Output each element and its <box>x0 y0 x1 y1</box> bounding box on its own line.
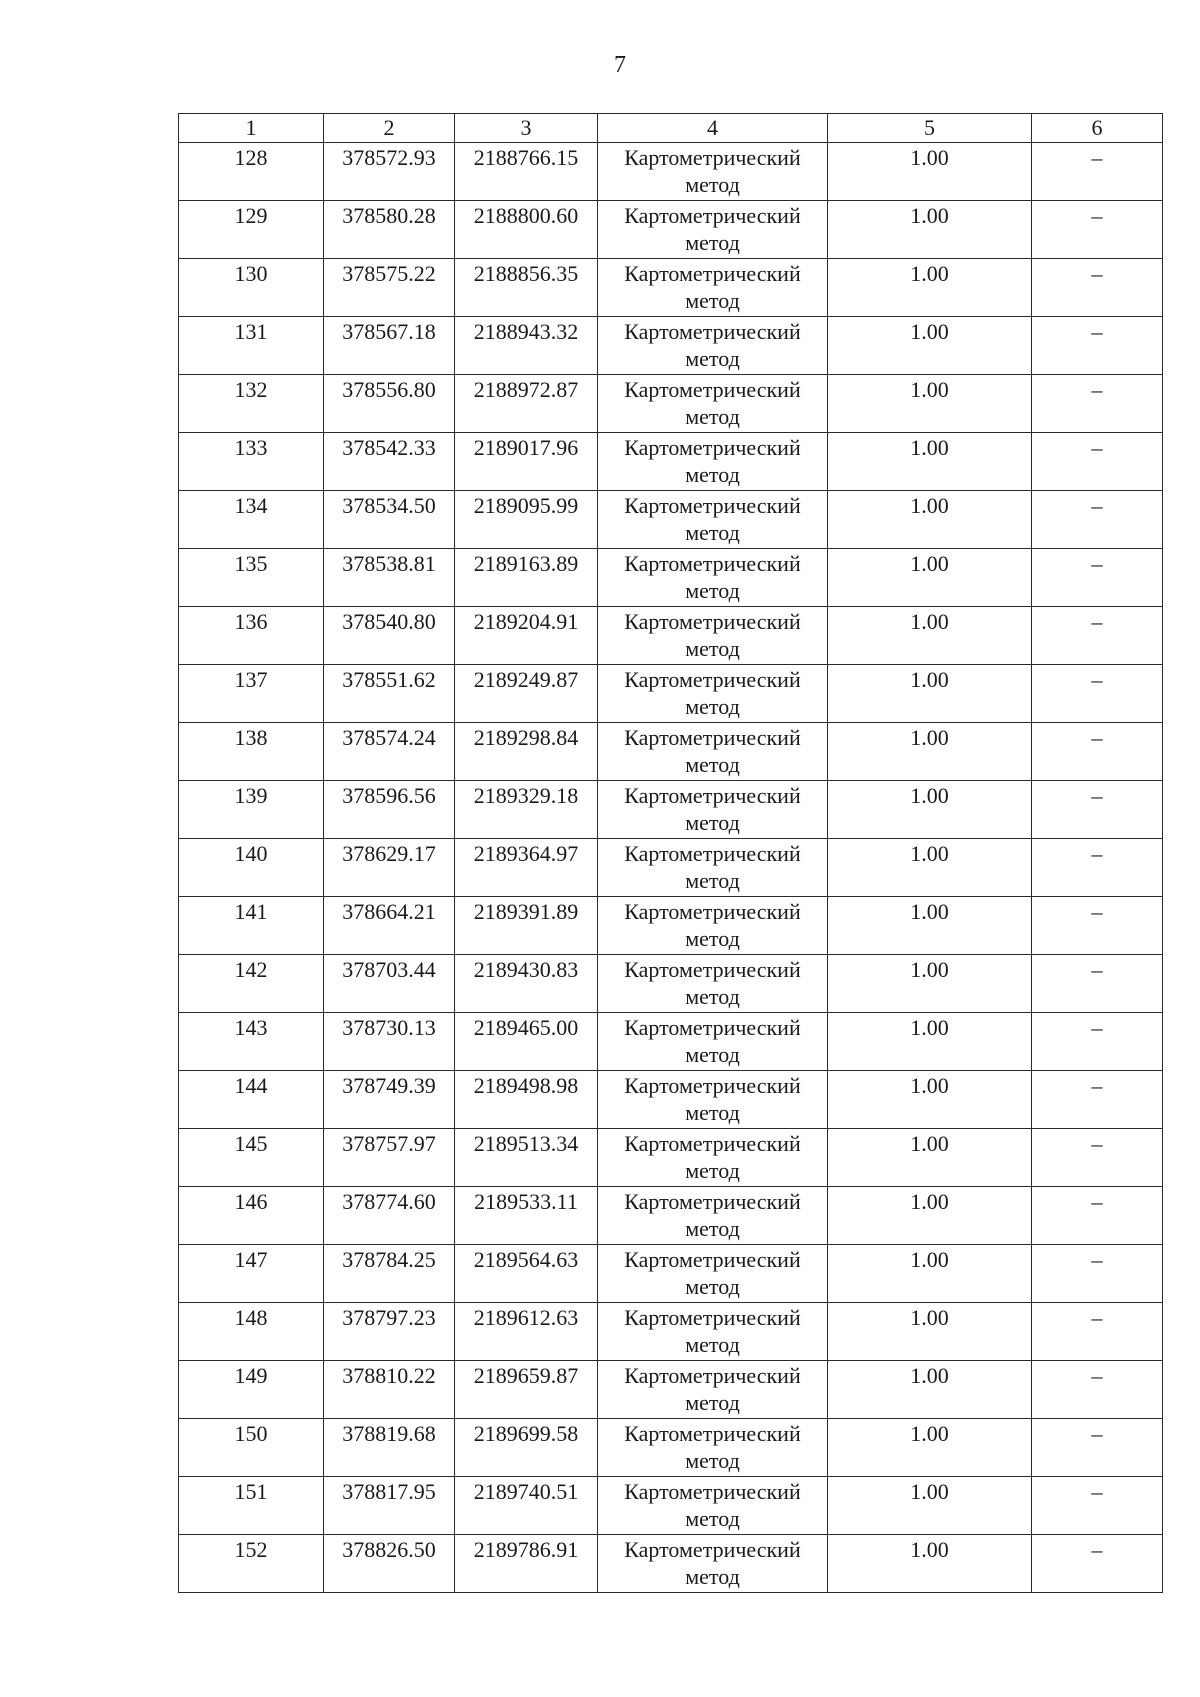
point-number-cell: 134 <box>179 491 324 549</box>
method-cell <box>598 317 828 375</box>
coordinate-y-cell: 2188943.32 <box>455 317 598 375</box>
accuracy-cell: 1.00 <box>828 375 1032 433</box>
table-row <box>179 1129 1163 1187</box>
coordinate-x-cell: 378580.28 <box>324 201 455 259</box>
method-line-2: метод <box>685 810 740 835</box>
accuracy-cell: 1.00 <box>828 1013 1032 1071</box>
accuracy-cell: 1.00 <box>828 1535 1032 1593</box>
coordinate-y-cell: 2189095.99 <box>455 491 598 549</box>
table-row <box>179 781 1163 839</box>
coordinate-x-cell: 378664.21 <box>324 897 455 955</box>
method-cell <box>598 723 828 781</box>
method-cell <box>598 491 828 549</box>
header-col-4: 4 <box>598 114 828 143</box>
point-number-cell: 139 <box>179 781 324 839</box>
table-row <box>179 1477 1163 1535</box>
method-line-1: Картометрический <box>624 667 801 692</box>
coordinate-x-cell: 378629.17 <box>324 839 455 897</box>
method-cell <box>598 955 828 1013</box>
note-cell: – <box>1032 1535 1163 1593</box>
point-number-cell: 132 <box>179 375 324 433</box>
method-line-2: метод <box>685 926 740 951</box>
point-number-cell: 143 <box>179 1013 324 1071</box>
coordinate-x-cell: 378797.23 <box>324 1303 455 1361</box>
accuracy-cell: 1.00 <box>828 1477 1032 1535</box>
coordinate-x-cell: 378749.39 <box>324 1071 455 1129</box>
table-row <box>179 259 1163 317</box>
point-number-cell: 149 <box>179 1361 324 1419</box>
header-col-6: 6 <box>1032 114 1163 143</box>
method-line-2: метод <box>685 1042 740 1067</box>
method-line-1: Картометрический <box>624 1537 801 1562</box>
accuracy-cell: 1.00 <box>828 781 1032 839</box>
point-number-cell: 142 <box>179 955 324 1013</box>
note-cell: – <box>1032 839 1163 897</box>
method-line-1: Картометрический <box>624 1363 801 1388</box>
table-row <box>179 317 1163 375</box>
point-number-cell: 128 <box>179 143 324 201</box>
table-body <box>179 143 1163 1593</box>
method-line-1: Картометрический <box>624 1421 801 1446</box>
note-cell: – <box>1032 723 1163 781</box>
note-cell: – <box>1032 1013 1163 1071</box>
coordinate-x-cell: 378774.60 <box>324 1187 455 1245</box>
method-cell <box>598 897 828 955</box>
method-line-1: Картометрический <box>624 725 801 750</box>
point-number-cell: 137 <box>179 665 324 723</box>
accuracy-cell: 1.00 <box>828 491 1032 549</box>
method-line-2: метод <box>685 1158 740 1183</box>
note-cell: – <box>1032 665 1163 723</box>
coordinate-y-cell: 2189391.89 <box>455 897 598 955</box>
coordinate-x-cell: 378556.80 <box>324 375 455 433</box>
method-line-2: метод <box>685 752 740 777</box>
method-line-1: Картометрический <box>624 551 801 576</box>
point-number-cell: 130 <box>179 259 324 317</box>
coordinate-x-cell: 378817.95 <box>324 1477 455 1535</box>
method-cell <box>598 607 828 665</box>
accuracy-cell: 1.00 <box>828 143 1032 201</box>
coordinate-y-cell: 2189204.91 <box>455 607 598 665</box>
accuracy-cell: 1.00 <box>828 1129 1032 1187</box>
note-cell: – <box>1032 549 1163 607</box>
accuracy-cell: 1.00 <box>828 897 1032 955</box>
point-number-cell: 147 <box>179 1245 324 1303</box>
coordinate-x-cell: 378757.97 <box>324 1129 455 1187</box>
method-line-1: Картометрический <box>624 493 801 518</box>
coordinate-y-cell: 2189498.98 <box>455 1071 598 1129</box>
point-number-cell: 131 <box>179 317 324 375</box>
method-line-1: Картометрический <box>624 609 801 634</box>
method-cell <box>598 549 828 607</box>
method-cell <box>598 665 828 723</box>
method-cell <box>598 201 828 259</box>
table-row <box>179 1419 1163 1477</box>
method-line-1: Картометрический <box>624 1073 801 1098</box>
coordinate-x-cell: 378542.33 <box>324 433 455 491</box>
point-number-cell: 136 <box>179 607 324 665</box>
coordinate-y-cell: 2189659.87 <box>455 1361 598 1419</box>
method-cell <box>598 839 828 897</box>
accuracy-cell: 1.00 <box>828 1419 1032 1477</box>
accuracy-cell: 1.00 <box>828 1187 1032 1245</box>
coordinate-y-cell: 2189430.83 <box>455 955 598 1013</box>
method-cell <box>598 1129 828 1187</box>
note-cell: – <box>1032 1303 1163 1361</box>
coordinate-x-cell: 378567.18 <box>324 317 455 375</box>
method-line-1: Картометрический <box>624 783 801 808</box>
method-line-2: метод <box>685 520 740 545</box>
point-number-cell: 129 <box>179 201 324 259</box>
method-line-1: Картометрический <box>624 145 801 170</box>
note-cell: – <box>1032 955 1163 1013</box>
method-cell <box>598 781 828 839</box>
method-line-1: Картометрический <box>624 1015 801 1040</box>
coordinate-y-cell: 2188766.15 <box>455 143 598 201</box>
table-row <box>179 955 1163 1013</box>
note-cell: – <box>1032 1071 1163 1129</box>
method-cell <box>598 1245 828 1303</box>
coordinate-y-cell: 2189699.58 <box>455 1419 598 1477</box>
coordinate-y-cell: 2188800.60 <box>455 201 598 259</box>
method-line-2: метод <box>685 1332 740 1357</box>
method-line-1: Картометрический <box>624 1479 801 1504</box>
method-line-1: Картометрический <box>624 841 801 866</box>
method-line-2: метод <box>685 1448 740 1473</box>
header-col-5: 5 <box>828 114 1032 143</box>
note-cell: – <box>1032 143 1163 201</box>
note-cell: – <box>1032 1477 1163 1535</box>
header-row <box>179 114 1163 143</box>
method-cell <box>598 375 828 433</box>
point-number-cell: 138 <box>179 723 324 781</box>
coordinates-table <box>178 113 1163 1593</box>
accuracy-cell: 1.00 <box>828 549 1032 607</box>
point-number-cell: 148 <box>179 1303 324 1361</box>
point-number-cell: 144 <box>179 1071 324 1129</box>
method-line-2: метод <box>685 984 740 1009</box>
coordinate-y-cell: 2189249.87 <box>455 665 598 723</box>
coordinate-y-cell: 2188972.87 <box>455 375 598 433</box>
table-row <box>179 1303 1163 1361</box>
method-line-1: Картометрический <box>624 899 801 924</box>
method-cell <box>598 1071 828 1129</box>
table-row <box>179 1071 1163 1129</box>
method-line-2: метод <box>685 1390 740 1415</box>
method-line-2: метод <box>685 230 740 255</box>
coordinate-y-cell: 2189564.63 <box>455 1245 598 1303</box>
point-number-cell: 141 <box>179 897 324 955</box>
accuracy-cell: 1.00 <box>828 259 1032 317</box>
method-cell <box>598 1187 828 1245</box>
accuracy-cell: 1.00 <box>828 1071 1032 1129</box>
coordinate-x-cell: 378534.50 <box>324 491 455 549</box>
method-cell <box>598 1535 828 1593</box>
method-line-1: Картометрический <box>624 319 801 344</box>
table-row <box>179 665 1163 723</box>
method-line-2: метод <box>685 346 740 371</box>
coordinate-y-cell: 2189364.97 <box>455 839 598 897</box>
coordinate-x-cell: 378819.68 <box>324 1419 455 1477</box>
note-cell: – <box>1032 897 1163 955</box>
coordinate-y-cell: 2189163.89 <box>455 549 598 607</box>
point-number-cell: 145 <box>179 1129 324 1187</box>
coordinate-y-cell: 2189329.18 <box>455 781 598 839</box>
point-number-cell: 151 <box>179 1477 324 1535</box>
table-row <box>179 607 1163 665</box>
table-row <box>179 723 1163 781</box>
note-cell: – <box>1032 491 1163 549</box>
note-cell: – <box>1032 1245 1163 1303</box>
coordinate-x-cell: 378540.80 <box>324 607 455 665</box>
method-line-1: Картометрический <box>624 1189 801 1214</box>
point-number-cell: 146 <box>179 1187 324 1245</box>
method-cell <box>598 1361 828 1419</box>
method-line-2: метод <box>685 1100 740 1125</box>
method-line-1: Картометрический <box>624 261 801 286</box>
table-row <box>179 143 1163 201</box>
coordinate-x-cell: 378538.81 <box>324 549 455 607</box>
coordinate-y-cell: 2189465.00 <box>455 1013 598 1071</box>
note-cell: – <box>1032 375 1163 433</box>
method-cell <box>598 1303 828 1361</box>
table-row <box>179 375 1163 433</box>
coordinate-y-cell: 2189740.51 <box>455 1477 598 1535</box>
method-cell <box>598 433 828 491</box>
method-cell <box>598 1477 828 1535</box>
accuracy-cell: 1.00 <box>828 433 1032 491</box>
note-cell: – <box>1032 317 1163 375</box>
table-row <box>179 1187 1163 1245</box>
table-row <box>179 1245 1163 1303</box>
page-number: 7 <box>614 52 626 78</box>
accuracy-cell: 1.00 <box>828 607 1032 665</box>
method-line-1: Картометрический <box>624 1247 801 1272</box>
table-row <box>179 1361 1163 1419</box>
method-line-1: Картометрический <box>624 1131 801 1156</box>
table-row <box>179 839 1163 897</box>
method-line-2: метод <box>685 1216 740 1241</box>
note-cell: – <box>1032 607 1163 665</box>
method-line-2: метод <box>685 694 740 719</box>
header-col-2: 2 <box>324 114 455 143</box>
note-cell: – <box>1032 1361 1163 1419</box>
method-cell <box>598 1013 828 1071</box>
coordinate-x-cell: 378574.24 <box>324 723 455 781</box>
accuracy-cell: 1.00 <box>828 839 1032 897</box>
method-line-1: Картометрический <box>624 203 801 228</box>
table-row <box>179 1535 1163 1593</box>
note-cell: – <box>1032 259 1163 317</box>
table-row <box>179 1013 1163 1071</box>
coordinate-x-cell: 378784.25 <box>324 1245 455 1303</box>
method-cell <box>598 259 828 317</box>
method-line-2: метод <box>685 636 740 661</box>
coordinate-x-cell: 378810.22 <box>324 1361 455 1419</box>
method-line-2: метод <box>685 404 740 429</box>
point-number-cell: 152 <box>179 1535 324 1593</box>
note-cell: – <box>1032 201 1163 259</box>
coordinate-y-cell: 2189017.96 <box>455 433 598 491</box>
table-row <box>179 433 1163 491</box>
coordinate-x-cell: 378730.13 <box>324 1013 455 1071</box>
coordinate-x-cell: 378575.22 <box>324 259 455 317</box>
note-cell: – <box>1032 1187 1163 1245</box>
coordinate-y-cell: 2188856.35 <box>455 259 598 317</box>
coordinate-y-cell: 2189513.34 <box>455 1129 598 1187</box>
coordinate-x-cell: 378826.50 <box>324 1535 455 1593</box>
accuracy-cell: 1.00 <box>828 1361 1032 1419</box>
point-number-cell: 150 <box>179 1419 324 1477</box>
note-cell: – <box>1032 781 1163 839</box>
table-row <box>179 549 1163 607</box>
method-line-2: метод <box>685 868 740 893</box>
method-line-2: метод <box>685 288 740 313</box>
note-cell: – <box>1032 433 1163 491</box>
coordinate-y-cell: 2189612.63 <box>455 1303 598 1361</box>
table-row <box>179 201 1163 259</box>
coordinate-x-cell: 378703.44 <box>324 955 455 1013</box>
coordinate-x-cell: 378572.93 <box>324 143 455 201</box>
accuracy-cell: 1.00 <box>828 1303 1032 1361</box>
table-row <box>179 491 1163 549</box>
accuracy-cell: 1.00 <box>828 665 1032 723</box>
coordinate-x-cell: 378551.62 <box>324 665 455 723</box>
note-cell: – <box>1032 1129 1163 1187</box>
method-line-2: метод <box>685 1506 740 1531</box>
coordinate-y-cell: 2189298.84 <box>455 723 598 781</box>
accuracy-cell: 1.00 <box>828 201 1032 259</box>
accuracy-cell: 1.00 <box>828 317 1032 375</box>
coordinate-x-cell: 378596.56 <box>324 781 455 839</box>
method-cell <box>598 143 828 201</box>
header-col-1: 1 <box>179 114 324 143</box>
table-header <box>179 114 1163 143</box>
method-line-1: Картометрический <box>624 1305 801 1330</box>
method-line-2: метод <box>685 462 740 487</box>
method-line-1: Картометрический <box>624 435 801 460</box>
method-line-2: метод <box>685 1564 740 1589</box>
method-line-2: метод <box>685 578 740 603</box>
accuracy-cell: 1.00 <box>828 955 1032 1013</box>
table-row <box>179 897 1163 955</box>
point-number-cell: 133 <box>179 433 324 491</box>
header-col-3: 3 <box>455 114 598 143</box>
point-number-cell: 140 <box>179 839 324 897</box>
method-line-2: метод <box>685 1274 740 1299</box>
note-cell: – <box>1032 1419 1163 1477</box>
coordinate-y-cell: 2189786.91 <box>455 1535 598 1593</box>
accuracy-cell: 1.00 <box>828 723 1032 781</box>
method-line-1: Картометрический <box>624 377 801 402</box>
method-line-1: Картометрический <box>624 957 801 982</box>
point-number-cell: 135 <box>179 549 324 607</box>
method-line-2: метод <box>685 172 740 197</box>
coordinate-y-cell: 2189533.11 <box>455 1187 598 1245</box>
method-cell <box>598 1419 828 1477</box>
accuracy-cell: 1.00 <box>828 1245 1032 1303</box>
